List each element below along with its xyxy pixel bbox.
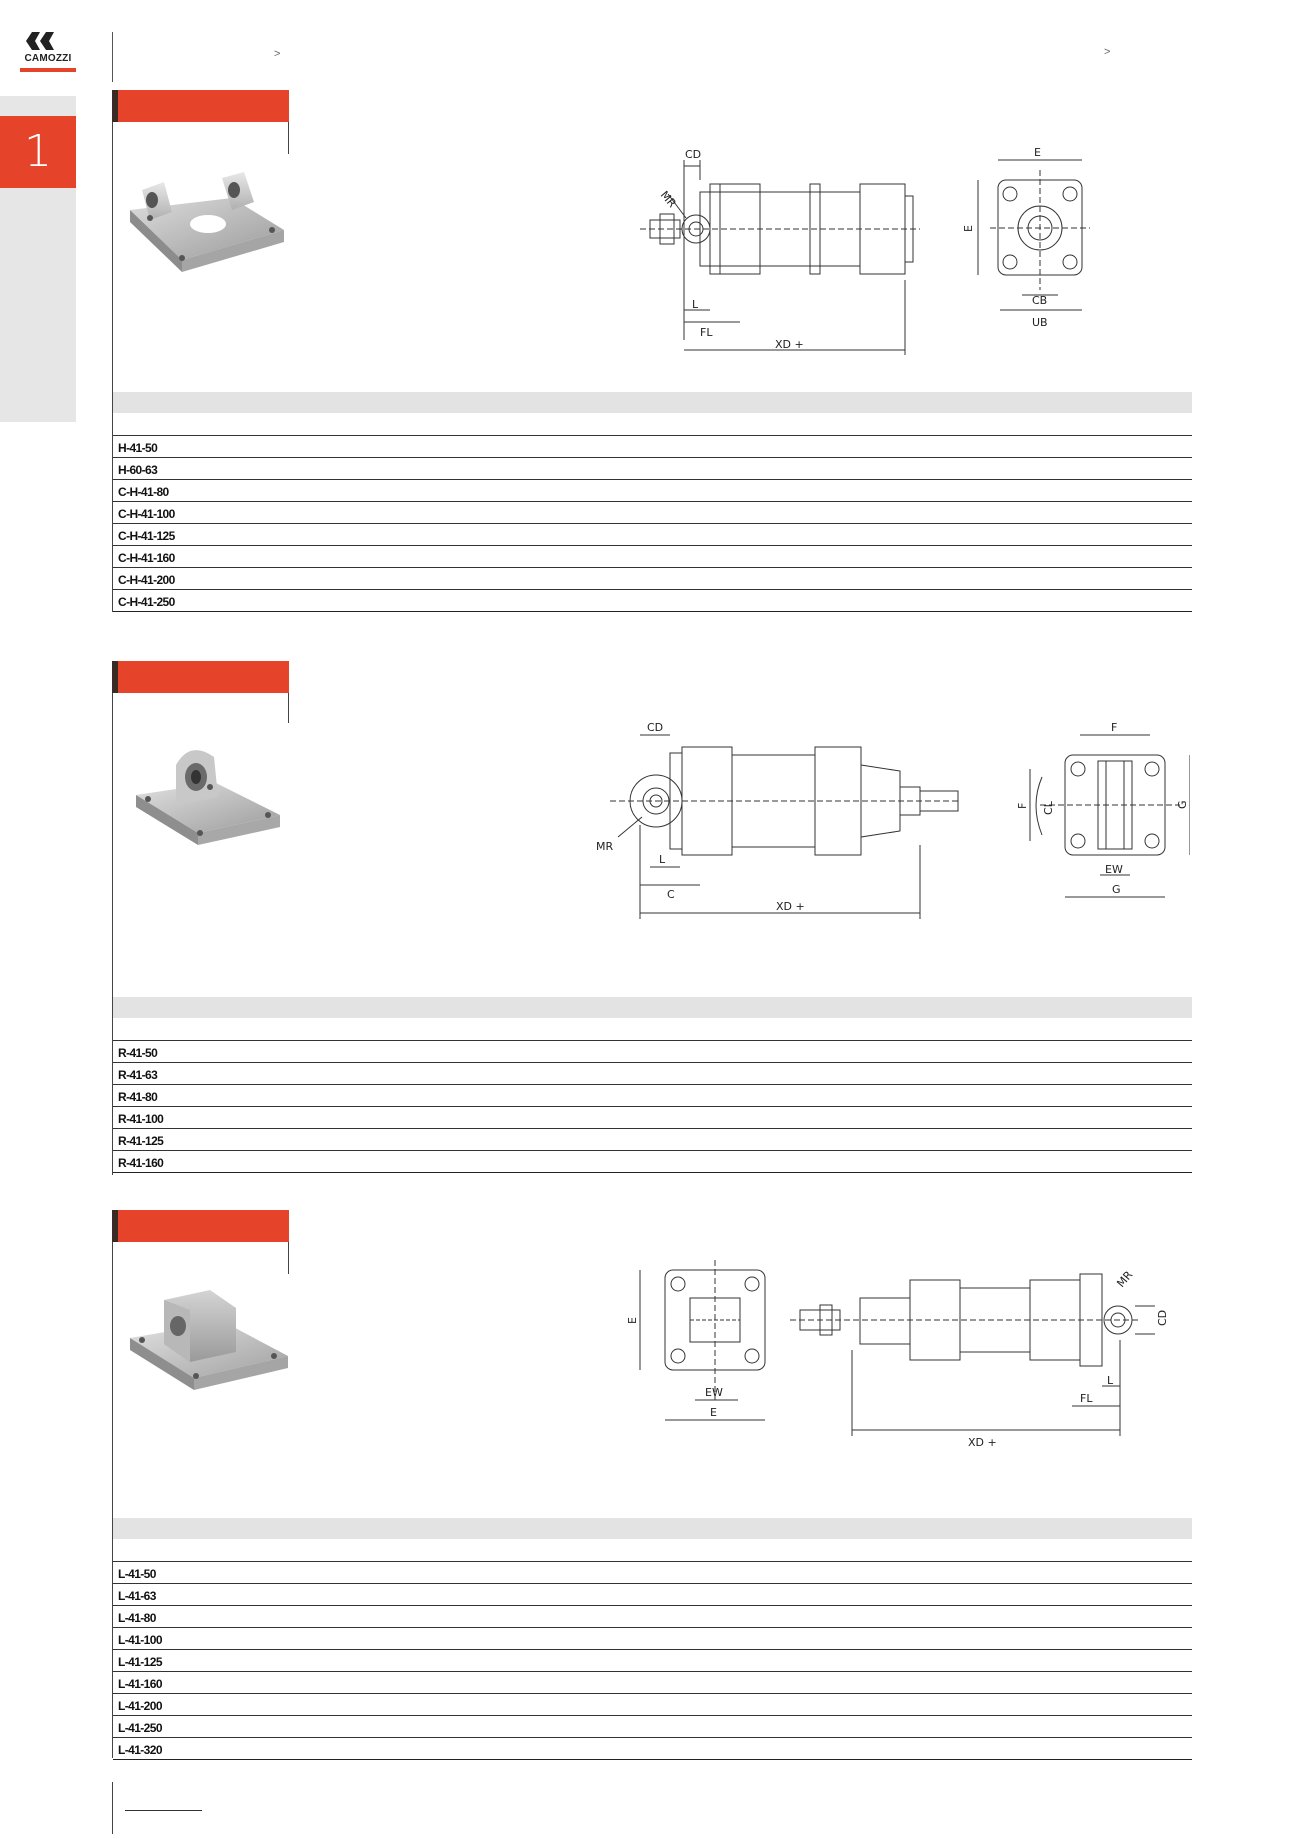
technical-drawing-3 [620,1250,1180,1470]
svg-text:UB: UB [1032,316,1048,329]
table-row: C-H-41-160 [113,545,1192,567]
section-2-header-mark [112,661,118,693]
product-photo-hinge [130,735,290,860]
table-row: R-41-80 [113,1084,1192,1106]
svg-text:XD +: XD + [968,1436,997,1449]
svg-text:C: C [667,888,675,901]
section-3-header-mark [112,1210,118,1242]
svg-text:G: G [1176,800,1189,809]
svg-text:CD: CD [685,148,702,161]
table-row: H-41-50 [113,435,1192,457]
header-divider [112,32,113,82]
table-row: L-41-125 [113,1649,1192,1671]
table-row: L-41-320 [113,1737,1192,1759]
svg-text:L: L [659,853,666,866]
svg-text:E: E [710,1406,717,1419]
technical-drawing-1 [620,140,1140,370]
table-row: R-41-125 [113,1128,1192,1150]
breadcrumb-left: > [274,48,281,60]
svg-text:XD +: XD + [775,338,804,351]
svg-text:G: G [1112,883,1121,896]
table-row: C-H-41-250 [113,589,1192,611]
table-header-band [113,997,1192,1018]
camozzi-logo [18,28,78,74]
table-row: L-41-50 [113,1561,1192,1583]
footer-divider [112,1782,113,1834]
svg-text:CB: CB [1032,294,1048,307]
table-header-row [113,1539,1192,1561]
table-header-band [113,392,1192,413]
section-2-header-tick [288,693,289,723]
svg-text:L: L [692,298,699,311]
table-row: L-41-80 [113,1605,1192,1627]
section-3-header-bar [112,1210,289,1242]
table-row: L-41-250 [113,1715,1192,1737]
table-row: C-H-41-125 [113,523,1192,545]
svg-text:MR: MR [596,840,614,853]
table-row: L-41-100 [113,1627,1192,1649]
table-row: L-41-160 [113,1671,1192,1693]
product-photo-foot [124,1280,294,1402]
svg-text:FL: FL [700,326,713,339]
table-row: C-H-41-80 [113,479,1192,501]
section-1-header-mark [112,90,118,122]
svg-text:E: E [1034,146,1041,159]
logo-bar [20,68,76,72]
table-row: R-41-50 [113,1040,1192,1062]
table-header-row [113,413,1192,435]
table-row: C-H-41-100 [113,501,1192,523]
section-1-header-tick [288,122,289,154]
logo-text: CAMOZZI [24,53,72,64]
technical-drawing-2 [590,705,1190,925]
product-photo-clevis [122,160,292,280]
svg-text:CD: CD [647,721,664,734]
table-section-3 [113,1518,1192,1760]
table-row: H-60-63 [113,457,1192,479]
svg-text:CL: CL [1042,801,1055,815]
svg-text:CD: CD [1156,1309,1169,1326]
breadcrumb-right: > [1104,46,1111,58]
table-row: L-41-200 [113,1693,1192,1715]
svg-text:F: F [1111,721,1118,734]
svg-text:EW: EW [705,1386,723,1399]
table-row: C-H-41-200 [113,567,1192,589]
section-2-header-bar [112,661,289,693]
svg-text:MR: MR [657,188,679,211]
section-3-header-tick [288,1242,289,1274]
svg-text:MR: MR [1114,1268,1136,1290]
svg-text:FL: FL [1080,1392,1093,1405]
table-row: L-41-63 [113,1583,1192,1605]
svg-text:XD +: XD + [776,900,805,913]
footer-rule [125,1810,202,1811]
svg-text:L: L [1107,1374,1114,1387]
svg-text:F: F [1016,802,1029,809]
svg-text:E: E [962,225,975,232]
svg-text:EW: EW [1105,863,1123,876]
table-section-1 [113,392,1192,612]
table-header-band [113,1518,1192,1539]
section-1-header-bar [112,90,289,122]
svg-text:E: E [626,1317,639,1324]
table-row: R-41-100 [113,1106,1192,1128]
table-header-row [113,1018,1192,1040]
table-row: R-41-160 [113,1150,1192,1172]
table-row: R-41-63 [113,1062,1192,1084]
logo-mark-icon [18,28,78,56]
chapter-number: 1 [24,126,52,177]
table-section-2 [113,997,1192,1173]
